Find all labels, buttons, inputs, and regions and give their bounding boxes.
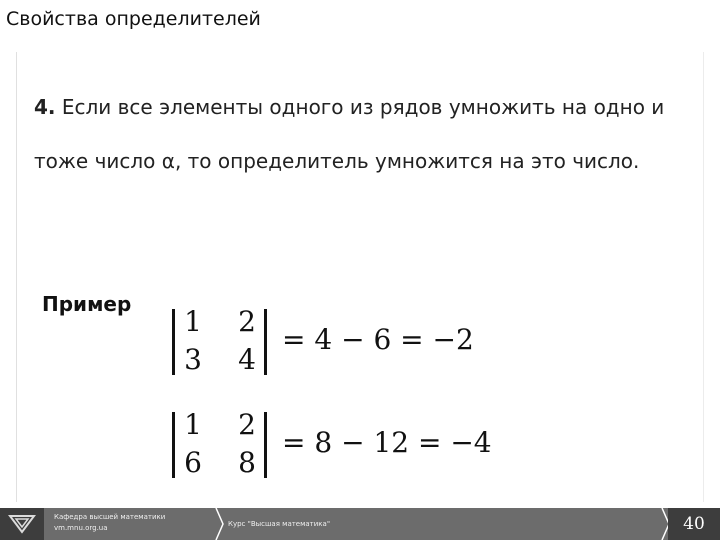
page-number: 40 bbox=[668, 508, 720, 540]
determinant-result: = 8 − 12 = −4 bbox=[282, 426, 492, 459]
slide-title: Свойства определителей bbox=[6, 8, 261, 30]
course-name: Курс "Высшая математика" bbox=[228, 520, 331, 528]
property-number: 4. bbox=[34, 95, 56, 119]
matrix-cell-a22: 8 bbox=[238, 446, 256, 479]
footer-chevron-icon bbox=[214, 508, 224, 540]
matrix-cell-a11: 1 bbox=[184, 305, 202, 338]
matrix-cell-a11: 1 bbox=[184, 408, 202, 441]
university-logo-icon bbox=[0, 508, 44, 540]
property-text: Если все элементы одного из рядов умножить на одно и тоже число α, то определитель умножится на это число. bbox=[34, 95, 665, 173]
determinant-bar-left bbox=[172, 412, 175, 478]
matrix-cell-a12: 2 bbox=[238, 408, 256, 441]
determinant-result: = 4 − 6 = −2 bbox=[282, 323, 474, 356]
department-info bbox=[54, 512, 165, 534]
determinant-bar-right bbox=[264, 412, 267, 478]
property-paragraph bbox=[34, 80, 684, 188]
determinant-bar-left bbox=[172, 309, 175, 375]
matrix-cell-a12: 2 bbox=[238, 305, 256, 338]
department-site: vm.mnu.org.ua bbox=[54, 524, 108, 532]
matrix-cell-a21: 6 bbox=[184, 446, 202, 479]
example-label: Пример bbox=[42, 292, 132, 316]
footer-bar bbox=[0, 508, 720, 540]
department-name: Кафедра высшей математики bbox=[54, 513, 166, 521]
matrix-cell-a21: 3 bbox=[184, 343, 202, 376]
matrix-cell-a22: 4 bbox=[238, 343, 256, 376]
determinant-bar-right bbox=[264, 309, 267, 375]
